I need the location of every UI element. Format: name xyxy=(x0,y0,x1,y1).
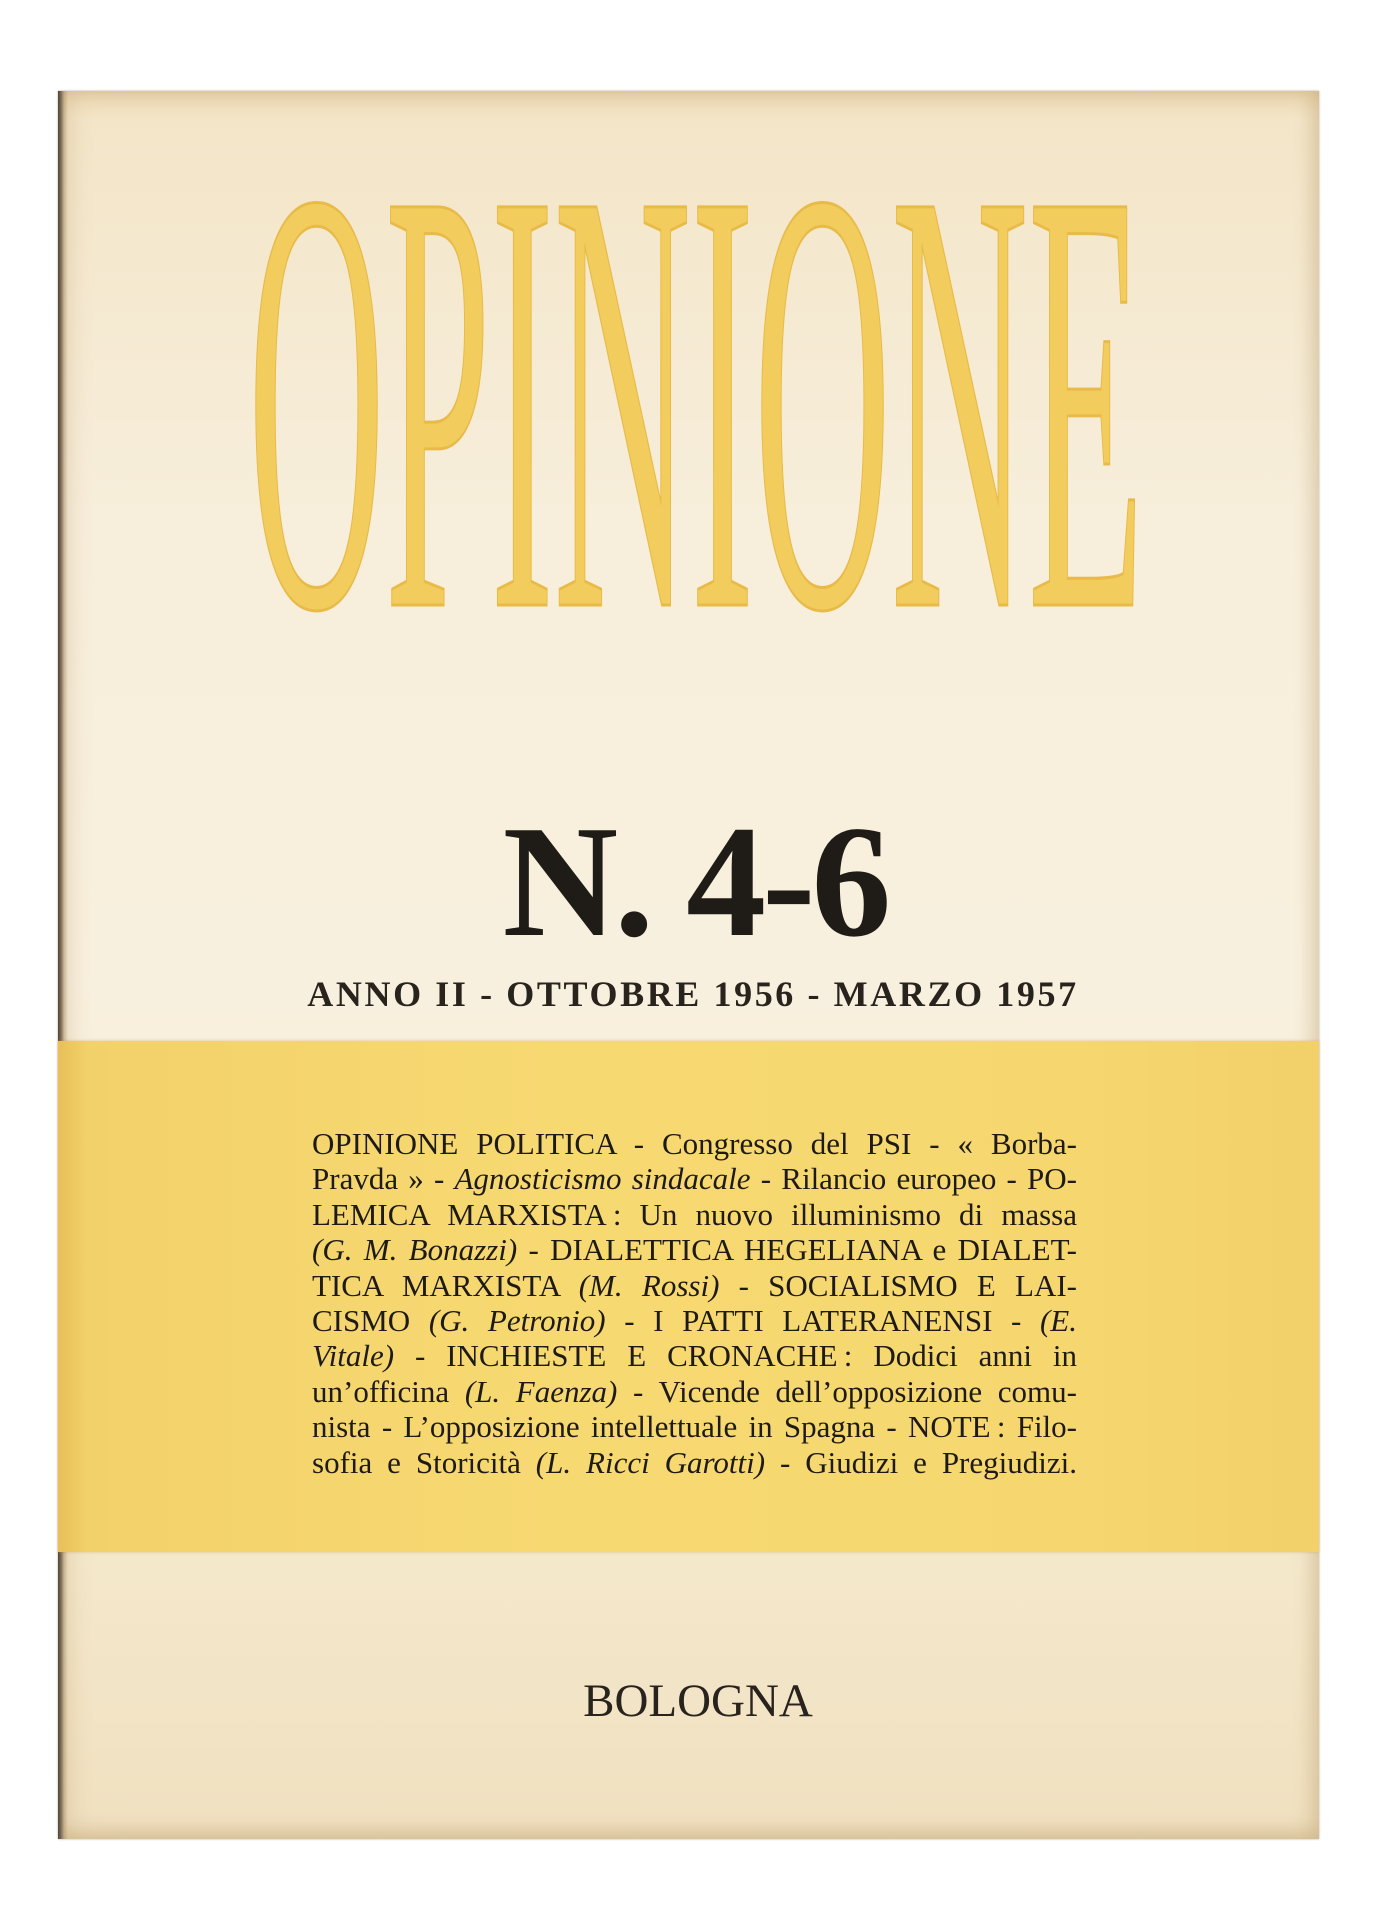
contents-text: - SOCIALISMO E LAI- xyxy=(719,1267,1077,1303)
contents-author-or-title: (G. Petronio) xyxy=(428,1302,606,1338)
contents-text: - Vicende dell’opposizione comu- xyxy=(617,1373,1077,1409)
contents-line xyxy=(312,1409,1077,1444)
contents-text: nista - L’opposizione intellettuale in Spagna - NOTE : Filo- xyxy=(312,1409,1077,1445)
contents-text: TICA MARXISTA xyxy=(312,1267,579,1303)
contents-text: - DIALETTICA HEGELIANA e DIALET- xyxy=(517,1232,1077,1268)
contents-line xyxy=(312,1126,1077,1161)
masthead-title-text: OPINIONE xyxy=(248,150,1144,650)
publisher-city: BOLOGNA xyxy=(583,1675,813,1727)
contents-line xyxy=(312,1338,1077,1373)
contents-text: sofia e Storicità xyxy=(312,1444,536,1480)
masthead-title xyxy=(240,150,1160,650)
contents-text: - Rilancio europeo - PO- xyxy=(750,1161,1078,1197)
contents-text: CISMO xyxy=(312,1302,429,1338)
table-of-contents xyxy=(312,1126,1077,1480)
issue-number: N. 4-6 xyxy=(502,792,888,970)
contents-text: LEMICA MARXISTA : Un nuovo illuminismo di massa xyxy=(312,1196,1077,1232)
contents-text: OPINIONE POLITICA - Congresso del PSI - « Borba- xyxy=(312,1126,1077,1161)
contents-line xyxy=(312,1268,1077,1303)
contents-text: - I PATTI LATERANENSI - xyxy=(605,1302,1040,1338)
contents-author-or-title: (M. Rossi) xyxy=(578,1267,720,1303)
contents-line xyxy=(312,1161,1077,1196)
spine-edge xyxy=(58,91,68,1839)
contents-text: un’officina xyxy=(312,1373,465,1409)
contents-author-or-title: (G. M. Bonazzi) xyxy=(312,1232,518,1268)
contents-author-or-title: (E. xyxy=(1039,1302,1077,1338)
contents-author-or-title: (L. Faenza) xyxy=(464,1373,618,1409)
contents-line xyxy=(312,1445,1077,1480)
contents-line xyxy=(312,1303,1077,1338)
contents-line xyxy=(312,1197,1077,1232)
contents-author-or-title: Agnosticismo sindacale xyxy=(454,1161,751,1197)
contents-author-or-title: Vitale) xyxy=(312,1338,395,1374)
contents-line xyxy=(312,1232,1077,1267)
contents-text: Pravda » - xyxy=(312,1161,455,1197)
contents-author-or-title: (L. Ricci Garotti) xyxy=(535,1444,766,1480)
contents-text: - INCHIESTE E CRONACHE : Dodici anni in xyxy=(394,1338,1077,1374)
issue-dateline: ANNO II - OTTOBRE 1956 - MARZO 1957 xyxy=(307,974,1079,1014)
contents-line xyxy=(312,1374,1077,1409)
contents-text: - Giudizi e Pregiudizi. xyxy=(765,1444,1077,1480)
